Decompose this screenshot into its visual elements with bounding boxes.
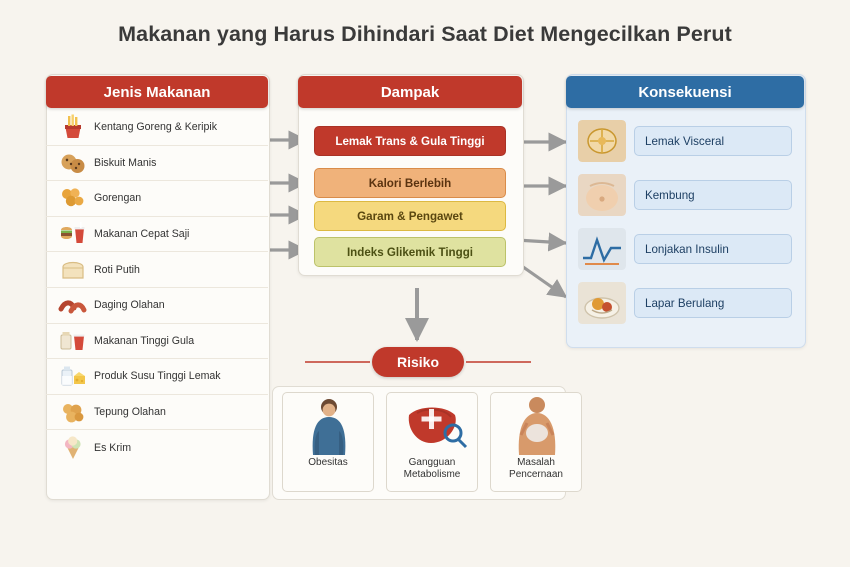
ice-cream-icon (58, 435, 88, 461)
consequence-pill (634, 234, 792, 264)
consequence-header: Konsekuensi (566, 76, 804, 108)
visceral-fat-icon (578, 120, 626, 162)
impact-item-2[interactable] (314, 168, 506, 198)
list-item-label: Daging Olahan (94, 299, 165, 312)
bloating-belly-icon (578, 174, 626, 216)
list-item[interactable] (46, 181, 268, 217)
impact-item-1[interactable] (314, 126, 506, 156)
consequence-label: Lonjakan Insulin (645, 242, 729, 256)
impact-item-3[interactable] (314, 201, 506, 231)
list-item[interactable] (46, 324, 268, 360)
risk-badge (372, 347, 464, 377)
milk-cheese-icon (58, 363, 88, 389)
consequence-item-1[interactable] (578, 118, 792, 164)
list-item-label: Makanan Cepat Saji (94, 228, 190, 241)
list-item[interactable] (46, 288, 268, 324)
sausage-icon (58, 292, 88, 318)
list-item[interactable] (46, 217, 268, 253)
list-item-label: Gorengan (94, 192, 142, 205)
fried-snack-icon (58, 185, 88, 211)
impact-item-label: Garam & Pengawet (357, 209, 463, 223)
list-item[interactable] (46, 430, 268, 466)
list-item-label: Produk Susu Tinggi Lemak (94, 370, 221, 383)
risk-card-label: Obesitas (308, 457, 348, 468)
page-title: Makanan yang Harus Dihindari Saat Diet Mengecilkan Perut (118, 22, 732, 46)
liver-metabolism-icon (387, 393, 479, 457)
list-item[interactable] (46, 252, 268, 288)
risk-badge-label: Risiko (396, 354, 439, 370)
impact-item-label: Lemak Trans & Gula Tinggi (335, 134, 485, 148)
food-types-header: Jenis Makanan (46, 76, 268, 108)
consequence-pill (634, 180, 792, 210)
list-item[interactable] (46, 395, 268, 431)
list-item-label: Es Krim (94, 442, 132, 455)
sugar-drink-icon (58, 328, 88, 354)
impact-item-label: Indeks Glikemik Tinggi (346, 245, 474, 259)
consequence-label: Kembung (645, 188, 695, 202)
white-bread-icon (58, 257, 88, 283)
insulin-spike-icon (578, 228, 626, 270)
impact-item-4[interactable] (314, 237, 506, 267)
consequence-item-2[interactable] (578, 172, 792, 218)
risk-card-3[interactable] (490, 392, 582, 492)
list-item[interactable] (46, 359, 268, 395)
recurring-hunger-icon (578, 282, 626, 324)
list-item[interactable] (46, 146, 268, 182)
risk-card-1[interactable] (282, 392, 374, 492)
burger-soda-icon (58, 221, 88, 247)
risk-card-label: Masalah Pencernaan (509, 457, 563, 480)
consequence-item-4[interactable] (578, 280, 792, 326)
obese-person-icon (283, 393, 375, 457)
food-list (46, 110, 268, 466)
list-item-label: Makanan Tinggi Gula (94, 334, 195, 347)
impact-item-label: Kalori Berlebih (368, 176, 452, 190)
fries-icon (58, 114, 88, 140)
list-item[interactable] (46, 110, 268, 146)
risk-card-label: Gangguan Metabolisme (403, 457, 461, 480)
consequence-label: Lapar Berulang (645, 296, 725, 310)
digestive-problem-icon (491, 393, 583, 457)
list-item-label: Roti Putih (94, 263, 140, 276)
flour-pastry-icon (58, 399, 88, 425)
consequence-label: Lemak Visceral (645, 134, 725, 148)
impact-header: Dampak (298, 76, 522, 108)
risk-card-2[interactable] (386, 392, 478, 492)
consequence-item-3[interactable] (578, 226, 792, 272)
cookies-icon (58, 150, 88, 176)
list-item-label: Tepung Olahan (94, 406, 166, 419)
list-item-label: Kentang Goreng & Keripik (94, 121, 218, 134)
list-item-label: Biskuit Manis (94, 156, 157, 169)
consequence-pill (634, 126, 792, 156)
consequence-pill (634, 288, 792, 318)
